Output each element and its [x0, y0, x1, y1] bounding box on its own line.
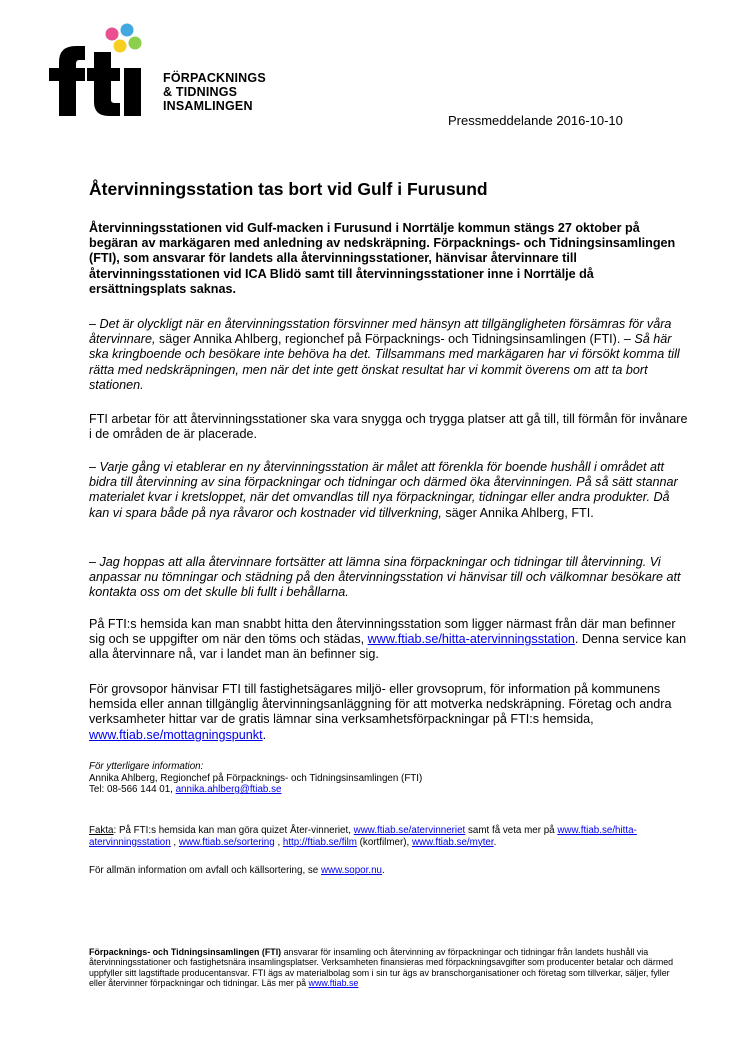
logo-wordmark [163, 71, 266, 113]
logo-letter-f [49, 46, 85, 116]
lead-paragraph [89, 221, 689, 297]
logo-dot-yellow [114, 40, 127, 53]
contact-name: Annika Ahlberg, Regionchef på Förpacknings- och Tidningsinsamlingen (FTI) [89, 772, 423, 784]
logo-line-3: INSAMLINGEN [163, 99, 253, 113]
contact-block [89, 761, 689, 796]
link-mottagningspunkt[interactable]: www.ftiab.se/mottagningspunkt [89, 727, 263, 742]
quote1-attribution: säger Annika Ahlberg, regionchef på Förpacknings- och Tidningsinsamlingen (FTI). [155, 332, 621, 347]
footer-text: ansvarar för insamling och återvinning av förpackningar och tidningar från landets hushåll via återvinningsstationer och fastighetsnära insamlingsplatser. Verksamheten finansieras med förpackningsavgifter som producenter betalar och därmed uppfyller sitt lagstiftade producentansvar. FTI ägs av materialbolag som i sin tur ägs av branschorganisationer och företag som tillverkar, säljer, fyller eller återvinner förpackningar och tidningar. Läs mer på [89, 947, 674, 988]
logo-dot-green [129, 37, 142, 50]
lead-text: Återvinningsstationen vid Gulf-macken i Furusund i Norrtälje kommun stängs 27 oktober på begäran av markägaren med anledning av nedskräpning. Förpacknings- och Tidningsinsamlingen (FTI), som ansvarar för landets alla återvinningsstationer, hänvisar återvinnare till återvinningsstationen vid ICA Blidö samt till återvinningsstationer inne i Norrtälje då ersättningsplats saknas. [89, 221, 676, 296]
quote2-attribution: säger Annika Ahlberg, FTI. [441, 505, 594, 520]
general-text-a: För allmän information om avfall och källsortering, se [89, 865, 321, 876]
facts-text-c: (kortfilmer), [356, 836, 412, 848]
quote1-italic-b: – Så här ska kringboende och besökare inte behöva ha det. Tillsammans med markägaren har vi försökt komma till rätta med nedskräpningen, men när det inte gett önskat resultat har vi kommit överens om att ta bort stationen. [89, 332, 680, 392]
press-release-date: Pressmeddelande 2016-10-10 [448, 113, 623, 128]
para3-text-a: På FTI:s hemsida kan man snabbt hitta den återvinningsstation som ligger närmast från där man befinner sig och se uppgifter om när den töms och städas, [89, 617, 676, 647]
quote-paragraph-2 [89, 460, 689, 521]
link-sopor[interactable]: www.sopor.nu [320, 865, 382, 876]
quote2-italic: – Varje gång vi etablerar en ny återvinningsstation är målet att förenkla för boende hushåll i området att bidra till återvinning av sina förpackningar och tidningar och därmed öka återvinningen. På så sätt stannar materialet kvar i kretsloppet, när det omvandlas till nya förpackningar, tidningar eller andra produkter. Då kan vi spara både på nya råvaror och kostnader vid tillverkning, [89, 460, 678, 520]
link-film[interactable]: http://ftiab.se/film [282, 836, 357, 848]
para4-text-b: . [262, 727, 267, 742]
quote3-text: – Jag hoppas att alla återvinnare fortsätter att lämna sina förpackningar och tidningar till återvinning. Vi anpassar nu tömningar och städning på den återvinningsstation vi hänvisar till och välkomnar besökare att kontakta oss om det skulle bli fullt i behållarna. [89, 555, 681, 600]
facts-text-d: . [493, 836, 497, 848]
facts-sep-2: , [274, 836, 283, 848]
fti-logo [49, 22, 289, 122]
logo-letter-i [124, 68, 141, 116]
link-myter[interactable]: www.ftiab.se/myter [411, 836, 494, 848]
para4-text-a: För grovsopor hänvisar FTI till fastighetsägares miljö- eller grovsoprum, för information på kommunens hemsida eller annan tillgänglig återvinningsanläggning för att motverka nedskräpning. Företag och andra verksamheter hittar var de gratis lämnar sina verksamhetsförpackningar på FTI:s hemsida, [89, 682, 672, 727]
footer-link[interactable]: www.ftiab.se [308, 977, 359, 988]
fti-logo-mark [49, 22, 169, 122]
facts-text-b: samt få veta mer på [465, 825, 558, 836]
contact-heading: För ytterligare information: [89, 761, 204, 772]
logo-line-1: FÖRPACKNINGS [163, 71, 266, 85]
body-paragraph-3 [89, 617, 689, 663]
body-paragraph-2 [89, 412, 689, 442]
logo-dot-blue [121, 24, 134, 37]
quote-paragraph-3 [89, 555, 689, 601]
link-atervinneriet[interactable]: www.ftiab.se/atervinneriet [353, 825, 466, 836]
contact-tel: Tel: 08-566 144 01, [89, 784, 176, 796]
body-paragraph-4 [89, 682, 689, 743]
logo-line-2: & TIDNINGS [163, 85, 238, 99]
contact-email-link[interactable]: annika.ahlberg@ftiab.se [175, 784, 282, 796]
para2-text: FTI arbetar för att återvinningsstationer ska vara snygga och trygga platser att gå till, till förmån för invånare i de områden de är placerade. [89, 412, 688, 442]
facts-label: Fakta [89, 825, 114, 836]
general-info-block [89, 865, 689, 877]
facts-block [89, 825, 689, 848]
link-hitta-atervinningsstation-2[interactable]: www.ftiab.se/hitta-atervinningsstation [89, 825, 637, 848]
quote1-italic-a: – Det är olyckligt när en återvinningsstation försvinner med hänsyn att tillgängligheten försämras för våra återvinnare, [89, 317, 672, 347]
general-text-b: . [381, 865, 385, 876]
footer-org: Förpacknings- och Tidningsinsamlingen (FTI) [89, 947, 282, 957]
footer-boilerplate [89, 947, 679, 988]
quote-paragraph-1 [89, 317, 689, 393]
para3-text-b: . Denna service kan alla återvinnare nå, var i landet man än befinner sig. [89, 632, 687, 662]
link-sortering[interactable]: www.ftiab.se/sortering [178, 836, 275, 848]
page-title: Återvinningsstation tas bort vid Gulf i Furusund [89, 179, 488, 199]
facts-sep-1: , [170, 836, 179, 848]
link-hitta-atervinningsstation[interactable]: www.ftiab.se/hitta-atervinningsstation [367, 632, 575, 647]
logo-letter-t [87, 52, 120, 116]
logo-dot-pink [106, 28, 119, 41]
facts-text-a: : På FTI:s hemsida kan man göra quizet Åter-vinneriet, [113, 825, 354, 836]
